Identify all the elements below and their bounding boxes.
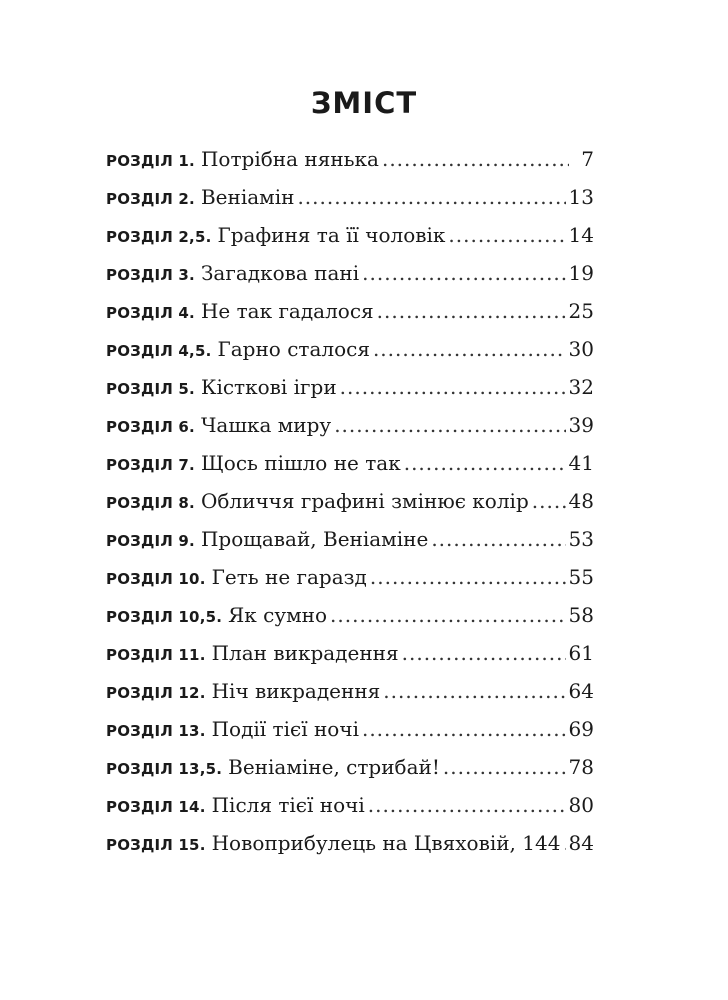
chapter-title: Щось пішло не так <box>200 451 401 475</box>
chapter-label: РОЗДІЛ 8. <box>106 494 195 512</box>
chapter-label: РОЗДІЛ 10,5. <box>106 608 223 626</box>
toc-entry <box>106 406 594 444</box>
toc-entry <box>106 672 594 710</box>
page-number: 25 <box>568 299 594 323</box>
chapter-title: Як сумно <box>228 603 328 627</box>
dot-leader <box>377 292 566 330</box>
toc-entry <box>106 368 594 406</box>
dot-leader <box>383 672 565 710</box>
dot-leader <box>368 786 566 824</box>
chapter-title: Потрібна нянька <box>200 147 379 171</box>
chapter-label: РОЗДІЛ 7. <box>106 456 195 474</box>
chapter-title: Чашка миру <box>200 413 332 437</box>
chapter-label: РОЗДІЛ 6. <box>106 418 195 436</box>
chapter-label: РОЗДІЛ 12. <box>106 684 206 702</box>
toc-entry <box>106 140 594 178</box>
chapter-label: РОЗДІЛ 4,5. <box>106 342 212 360</box>
chapter-title: Геть не гаразд <box>211 565 367 589</box>
chapter-label: РОЗДІЛ 3. <box>106 266 195 284</box>
toc-entry <box>106 748 594 786</box>
chapter-label: РОЗДІЛ 4. <box>106 304 195 322</box>
page-number: 55 <box>568 565 594 589</box>
toc-entry <box>106 558 594 596</box>
page-number: 78 <box>568 755 594 779</box>
chapter-label: РОЗДІЛ 10. <box>106 570 206 588</box>
page-number: 69 <box>568 717 594 741</box>
chapter-title: Веніаміне, стрибай! <box>228 755 440 779</box>
dot-leader <box>402 634 566 672</box>
chapter-label: РОЗДІЛ 11. <box>106 646 206 664</box>
page-number: 30 <box>568 337 594 361</box>
chapter-label: РОЗДІЛ 14. <box>106 798 206 816</box>
page-number: 41 <box>568 451 594 475</box>
dot-leader <box>448 216 565 254</box>
chapter-label: РОЗДІЛ 2,5. <box>106 228 212 246</box>
chapter-title: Новоприбулець на Цвяховій, 144 <box>211 831 561 855</box>
dot-leader <box>532 482 566 520</box>
page-number: 7 <box>581 147 594 171</box>
chapter-title: План викрадення <box>211 641 399 665</box>
chapter-title: Гарно сталося <box>217 337 370 361</box>
page-number: 53 <box>568 527 594 551</box>
toc-entry <box>106 216 594 254</box>
chapter-label: РОЗДІЛ 1. <box>106 152 195 170</box>
toc-entry <box>106 786 594 824</box>
toc-entry <box>106 178 594 216</box>
page-number: 48 <box>568 489 594 513</box>
chapter-title: Прощавай, Веніаміне <box>200 527 429 551</box>
dot-leader <box>431 520 565 558</box>
chapter-title: Графиня та її чоловік <box>217 223 446 247</box>
chapter-title: Загадкова пані <box>200 261 360 285</box>
toc-entry <box>106 254 594 292</box>
dot-leader <box>330 596 566 634</box>
chapter-label: РОЗДІЛ 15. <box>106 836 206 854</box>
dot-leader <box>404 444 566 482</box>
page-title: ЗМІСТ <box>310 86 418 120</box>
page-number: 84 <box>568 831 594 855</box>
chapter-title: Веніамін <box>200 185 295 209</box>
dot-leader <box>334 406 565 444</box>
page-number: 14 <box>568 223 594 247</box>
chapter-title: Після тієї ночі <box>211 793 365 817</box>
chapter-title: Обличчя графині змінює колір <box>200 489 529 513</box>
toc-entry <box>106 482 594 520</box>
chapter-title: Кісткові ігри <box>200 375 337 399</box>
toc-entry <box>106 710 594 748</box>
chapter-label: РОЗДІЛ 5. <box>106 380 195 398</box>
page-number: 80 <box>568 793 594 817</box>
page-number: 64 <box>568 679 594 703</box>
page-number: 19 <box>568 261 594 285</box>
page-number: 58 <box>568 603 594 627</box>
dot-leader <box>373 330 566 368</box>
page-number: 13 <box>568 185 594 209</box>
chapter-label: РОЗДІЛ 2. <box>106 190 195 208</box>
toc-entry <box>106 520 594 558</box>
dot-leader <box>297 178 565 216</box>
toc-entry <box>106 596 594 634</box>
page-number: 32 <box>568 375 594 399</box>
chapter-label: РОЗДІЛ 13,5. <box>106 760 223 778</box>
page-number: 61 <box>568 641 594 665</box>
toc-entry <box>106 330 594 368</box>
dot-leader <box>382 140 569 178</box>
toc-entry <box>106 634 594 672</box>
dot-leader <box>443 748 566 786</box>
dot-leader <box>362 254 565 292</box>
toc-entry <box>106 824 594 862</box>
page-number: 39 <box>568 413 594 437</box>
dot-leader <box>370 558 566 596</box>
dot-leader <box>362 710 566 748</box>
table-of-contents <box>106 140 594 862</box>
toc-entry <box>106 444 594 482</box>
chapter-title: Події тієї ночі <box>211 717 359 741</box>
chapter-label: РОЗДІЛ 9. <box>106 532 195 550</box>
toc-entry <box>106 292 594 330</box>
chapter-title: Ніч викрадення <box>211 679 381 703</box>
dot-leader <box>340 368 566 406</box>
chapter-label: РОЗДІЛ 13. <box>106 722 206 740</box>
dot-leader <box>563 824 565 862</box>
chapter-title: Не так гадалося <box>200 299 374 323</box>
